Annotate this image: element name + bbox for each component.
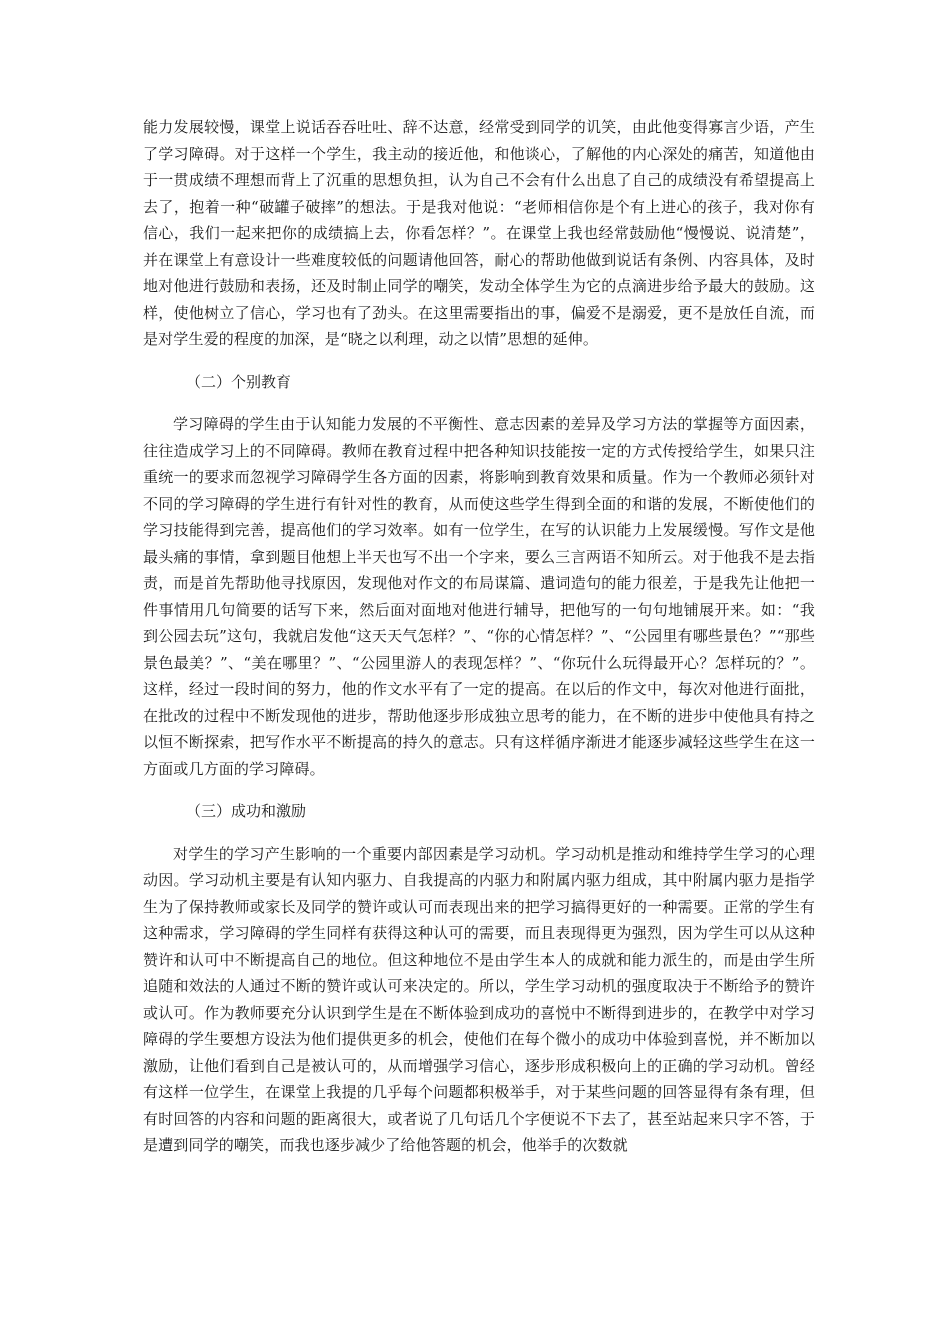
section-heading-individual-education: （二）个别教育	[186, 372, 292, 391]
paragraph-1: 能力发展较慢，课堂上说话吞吞吐吐、辞不达意，经常受到同学的讥笑，由此他变得寡言少语，产生了学习障碍。对于这样一个学生，我主动的接近他，和他谈心，了解他的内心深处的痛苦，知道他由于一贯成绩不理想而背上了沉重的思想负担，认为自己不会有什么出息了自己的成绩没有希望提高上去了，抱着一种“破罐子破摔”的想法。于是我对他说：“老师相信你是个有上进心的孩子，我对你有信心，我们一起来把你的成绩搞上去，你看怎样？”。在课堂上我也经常鼓励他“慢慢说、说清楚”，并在课堂上有意设计一些难度较低的问题请他回答，耐心的帮助他做到说话有条例、内容具体，及时地对他进行鼓励和表扬，还及时制止同学的嘲笑，发动全体学生为它的点滴进步给予最大的鼓励。这样，使他树立了信心，学习也有了劲头。在这里需要指出的事，偏爱不是溺爱，更不是放任自流，而是对学生爱的程度的加深，是“晓之以利理，动之以情”思想的延伸。	[143, 118, 815, 348]
document-body	[143, 114, 815, 1159]
paragraph-3: 对学生的学习产生影响的一个重要内部因素是学习动机。学习动机是推动和维持学生学习的心理动因。学习动机主要是有认知内驱力、自我提高的内驱力和附属内驱力组成，其中附属内驱力是指学生为了保持教师或家长及同学的赞许或认可而表现出来的把学习搞得更好的一种需要。正常的学生有这种需求，学习障碍的学生同样有获得这种认可的需要，而且表现得更为强烈，因为学生可以从这种赞许和认可中不断提高自己的地位。但这种地位不是由学生本人的成就和能力派生的，而是由学生所追随和效法的人通过不断的赞许或认可来决定的。所以，学生学习动机的强度取决于不断给予的赞许或认可。作为教师要充分认识到学生是在不断体验到成功的喜悦中不断得到进步的，在教学中对学习障碍的学生要想方设法为他们提供更多的机会，使他们在每个微小的成功中体验到喜悦，并不断加以激励，让他们看到自己是被认可的，从而增强学习信心，逐步形成积极向上的正确的学习动机。曾经有这样一位学生，在课堂上我提的几乎每个问题都积极举手，对于某些问题的回答显得有条有理，但有时回答的内容和问题的距离很大，或者说了几句话几个字便说不下去了，甚至站起来只字不答，于是遭到同学的嘲笑，而我也逐步减少了给他答题的机会，他举手的次数就	[143, 844, 815, 1154]
section-heading-success-and-encouragement: （三）成功和激励	[186, 802, 307, 820]
paragraph-2: 学习障碍的学生由于认知能力发展的不平衡性、意志因素的差异及学习方法的掌握等方面因素，往往造成学习上的不同障碍。教师在教育过程中把各种知识技能按一定的方式传授给学生，如果只注重统一的要求而忽视学习障碍学生各方面的因素，将影响到教育效果和质量。作为一个教师必须针对不同的学习障碍的学生进行有针对性的教育，从而使这些学生得到全面的和谐的发展，不断使他们的学习技能得到完善，提高他们的学习效率。如有一位学生，在写的认识能力上发展缓慢。写作文是他最头痛的事情，拿到题目他想上半天也写不出一个字来，要么三言两语不知所云。对于他我不是去指责，而是首先帮助他寻找原因，发现他对作文的布局谋篇、遣词造句的能力很差，于是我先让他把一件事情用几句简要的话写下来，然后面对面地对他进行辅导，把他写的一句句地铺展开来。如：“我到公园去玩”这句，我就启发他“这天天气怎样？”、“你的心情怎样？”、“公园里有哪些景色？”“那些景色最美？”、“美在哪里？”、“公园里游人的表现怎样？”、“你玩什么玩得最开心？怎样玩的？”。这样，经过一段时间的努力，他的作文水平有了一定的提高。在以后的作文中，每次对他进行面批，在批改的过程中不断发现他的进步，帮助他逐步形成独立思考的能力，在不断的进步中使他具有持之以恒不断探索，把写作水平不断提高的持久的意志。只有这样循序渐进才能逐步减轻这些学生在这一方面或几方面的学习障碍。	[143, 415, 815, 778]
